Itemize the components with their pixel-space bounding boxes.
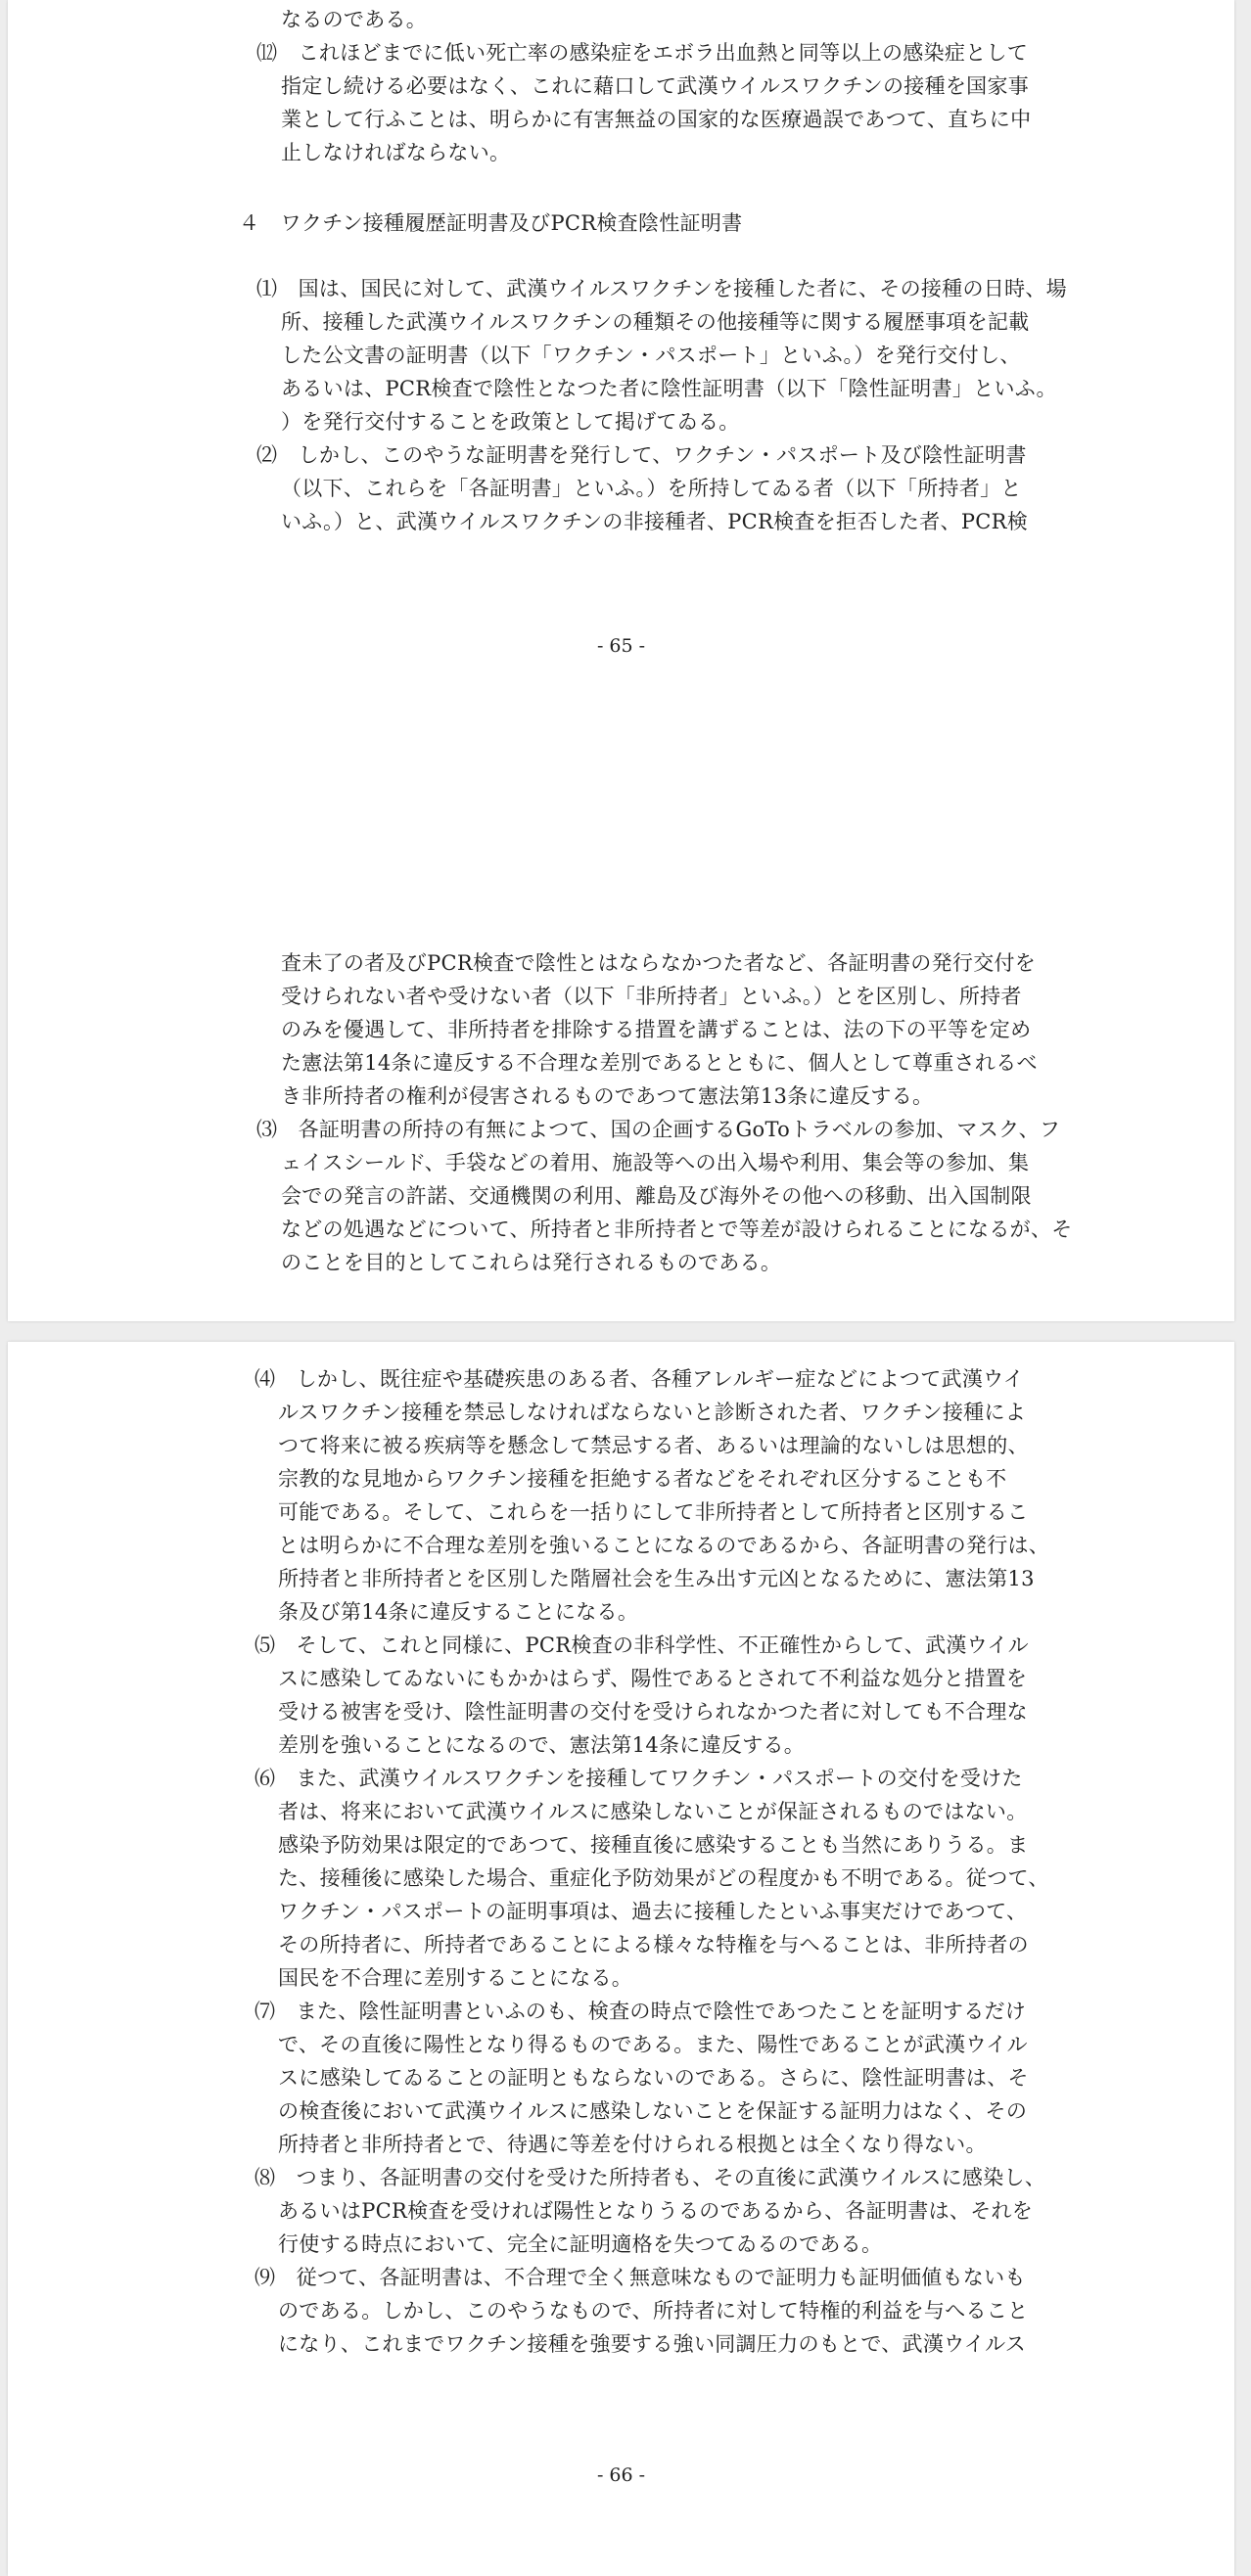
text-line: た憲法第14条に違反する不合理な差別であるとともに、個人として尊重されるべ [281,1051,1038,1075]
text-line: 所持者と非所持者とで、待遇に等差を付けられる根拠とは全くなり得ない。 [278,2133,987,2156]
text-line: 所、接種した武漢ウイルスワクチンの種類その他接種等に関する履歴事項を記載 [281,310,1030,334]
text-line: ルスワクチン接種を禁忌しなければならないと診断された者、ワクチン接種によ [278,1401,1027,1424]
text-line: ェイスシールド、手袋などの着用、施設等への出入場や利用、集会等の参加、集 [281,1151,1030,1174]
text-line: の検査後において武漢ウイルスに感染しないことを保証する証明力はなく、その [278,2099,1028,2123]
text-line: 止しなければならない。 [281,141,511,164]
text-line: のことを目的としてこれらは発行されるものである。 [281,1251,782,1274]
text-line: した公文書の証明書（以下「ワクチン・パスポート」といふ。）を発行交付し、 [281,344,1021,367]
page-number: - 66 - [596,2464,646,2486]
text-line: き非所持者の権利が侵害されるものであつて憲法第13条に違反する。 [281,1084,934,1108]
text-line: ワクチン・パスポートの証明事項は、過去に接種したといふ事実だけであつて、 [278,1900,1028,1923]
text-line: 宗教的な見地からワクチン接種を拒絶する者などをそれぞれ区分することも不 [278,1467,1007,1491]
text-line: あるいは、PCR検査で陰性となつた者に陰性証明書（以下「陰性証明書」といふ。 [281,377,1057,400]
text-line: のである。しかし、このやうなもので、所持者に対して特権的利益を与へること [278,2299,1029,2323]
text-line: になり、これまでワクチン接種を強要する強い同調圧力のもとで、武漢ウイルス [278,2332,1027,2356]
text-line: スに感染してゐることの証明ともならないのである。さらに、陰性証明書は、そ [278,2066,1029,2090]
document-page-66 [8,1342,1234,2576]
text-line: で、その直後に陽性となり得るものである。また、陽性であることが武漢ウイル [278,2033,1028,2056]
text-line: 国民を不合理に差別することになる。 [278,1966,633,1990]
text-line: ）を発行交付することを政策として掲げてゐる。 [281,410,740,434]
text-line: 会での発言の許諾、交通機関の利用、離島及び海外その他への移動、出入国制限 [281,1184,1032,1208]
text-line: ⑼ 従つて、各証明書は、不合理で全く無意味なもので証明力も証明価値もないも [255,2266,1026,2289]
text-line: ⑶ 各証明書の所持の有無によつて、国の企画するGoToトラベルの参加、マスク、フ [256,1118,1061,1141]
text-line: 者は、将来において武漢ウイルスに感染しないことが保証されるものではない。 [278,1800,1028,1823]
text-line: 所持者と非所持者とを区別した階層社会を生み出す元凶となるために、憲法第13 [278,1567,1035,1590]
text-line: つて将来に被る疾病等を懸念して禁忌する者、あるいは理論的ないしは思想的、 [278,1434,1029,1457]
section-heading: ４ ワクチン接種履歴証明書及びPCR検査陰性証明書 [239,211,743,235]
text-line: いふ。）と、武漢ウイルスワクチンの非接種者、PCR検査を拒否した者、PCR検 [281,510,1029,533]
page-number: - 65 - [596,635,646,657]
text-line: ⑵ しかし、このやうな証明書を発行して、ワクチン・パスポート及び陰性証明書 [256,443,1027,467]
text-line: なるのである。 [281,8,428,31]
text-line: あるいはPCR検査を受ければ陽性となりうるのであるから、各証明書は、それを [278,2199,1034,2223]
text-line: た、接種後に感染した場合、重症化予防効果がどの程度かも不明である。従つて、 [278,1866,1049,1890]
document-page-65 [8,0,1234,1321]
text-line: 差別を強いることになるので、憲法第14条に違反する。 [278,1733,806,1757]
text-line: ⑺ また、陰性証明書といふのも、検査の時点で陰性であつたことを証明するだけ [255,2000,1027,2023]
text-line: 業として行ふことは、明らかに有害無益の国家的な医療過誤であつて、直ちに中 [281,108,1032,131]
text-line: などの処遇などについて、所持者と非所持者とで等差が設けられることになるが、そ [281,1218,1073,1241]
text-line: 感染予防効果は限定的であつて、接種直後に感染することも当然にありうる。ま [278,1833,1029,1857]
text-line: 指定し続ける必要はなく、これに藉口して武漢ウイルスワクチンの接種を国家事 [281,74,1030,98]
text-line: とは明らかに不合理な差別を強いることになるのであるから、各証明書の発行は、 [278,1534,1050,1557]
text-line: 可能である。そして、これらを一括りにして非所持者として所持者と区別するこ [278,1500,1029,1524]
text-line: 受ける被害を受け、陰性証明書の交付を受けられなかつた者に対しても不合理な [278,1700,1028,1724]
text-line: 査未了の者及びPCR検査で陰性とはならなかつた者など、各証明書の発行交付を [281,951,1037,975]
text-line: ⑸ そして、これと同様に、PCR検査の非科学性、不正確性からして、武漢ウイル [255,1633,1029,1657]
text-line: その所持者に、所持者であることによる様々な特権を与へることは、非所持者の [278,1933,1029,1956]
text-line: ⑹ また、武漢ウイルスワクチンを接種してワクチン・パスポートの交付を受けた [255,1767,1023,1790]
text-line: 行使する時点において、完全に証明適格を失つてゐるのである。 [278,2232,883,2256]
text-line: 条及び第14条に違反することになる。 [278,1600,639,1624]
text-line: ⑴ 国は、国民に対して、武漢ウイルスワクチンを接種した者に、その接種の日時、場 [256,277,1067,300]
text-line: ⑻ つまり、各証明書の交付を受けた所持者も、その直後に武漢ウイルスに感染し、 [255,2166,1046,2189]
text-line: （以下、これらを「各証明書」といふ。）を所持してゐる者（以下「所持者」と [281,477,1022,500]
text-line: スに感染してゐないにもかかはらず、陽性であるとされて不利益な処分と措置を [278,1667,1028,1690]
text-line: ⑷ しかし、既往症や基礎疾患のある者、各種アレルギー症などによつて武漢ウイ [255,1367,1025,1391]
text-line: のみを優遇して、非所持者を排除する措置を講ずることは、法の下の平等を定め [281,1018,1032,1041]
text-line: ⑿ これほどまでに低い死亡率の感染症をエボラ出血熱と同等以上の感染症として [256,41,1029,65]
text-line: 受けられない者や受けない者（以下「非所持者」といふ。）とを区別し、所持者 [281,985,1022,1008]
